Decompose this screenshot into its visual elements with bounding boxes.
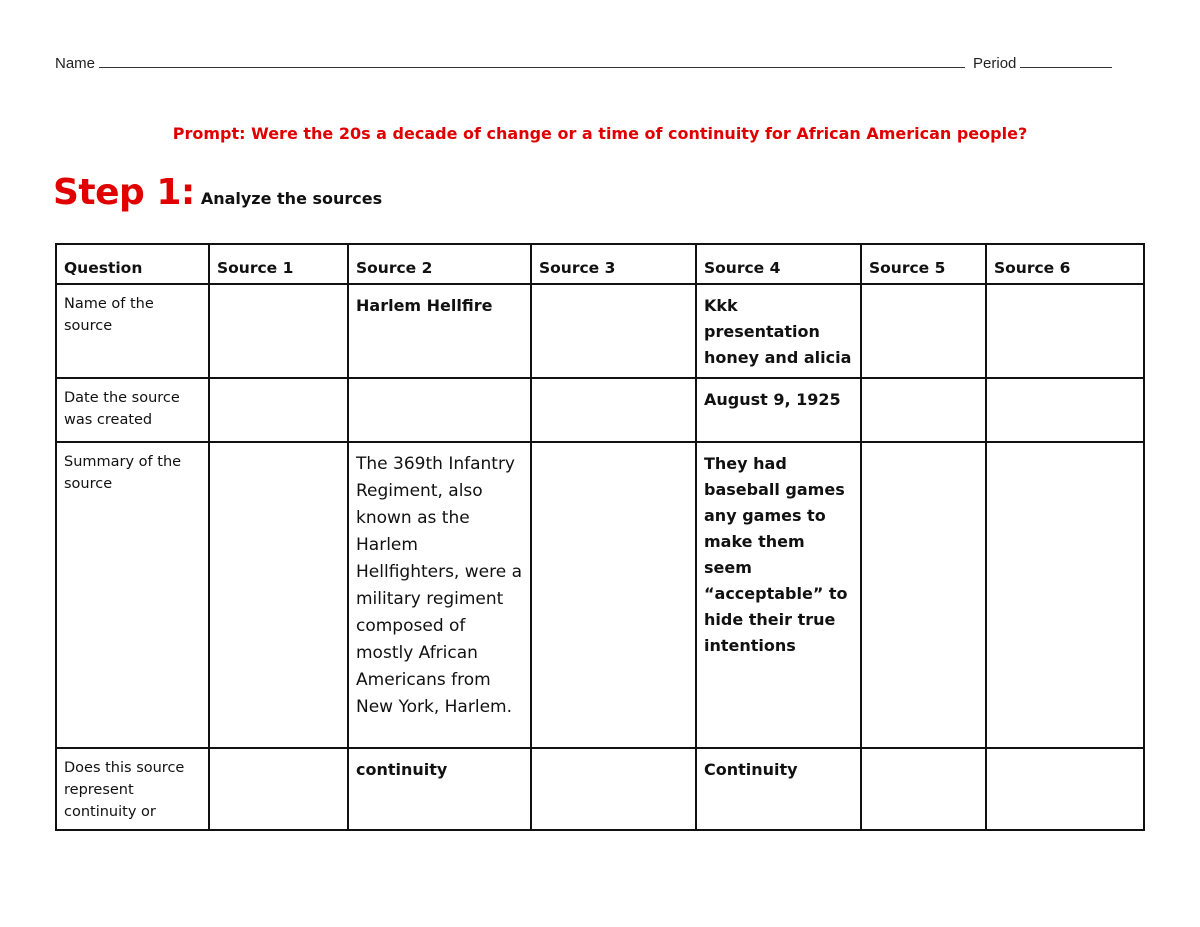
header-source-4: Source 4 <box>696 244 861 284</box>
question-cell: Does this source represent continuity or <box>56 748 209 830</box>
answer-cell[interactable] <box>348 378 531 442</box>
question-cell: Summary of the source <box>56 442 209 748</box>
table-row <box>56 378 1144 442</box>
answer-cell[interactable]: Kkk presentation honey and alicia <box>696 284 861 378</box>
question-cell: Name of the source <box>56 284 209 378</box>
header-source-2: Source 2 <box>348 244 531 284</box>
header-source-5: Source 5 <box>861 244 986 284</box>
table-row <box>56 284 1144 378</box>
name-label: Name <box>55 55 96 72</box>
period-field[interactable] <box>1020 55 1112 68</box>
sources-table <box>55 243 1145 831</box>
table-header-row <box>56 244 1144 284</box>
answer-cell[interactable] <box>861 442 986 748</box>
question-cell: Date the source was created <box>56 378 209 442</box>
answer-cell[interactable] <box>861 748 986 830</box>
answer-cell[interactable] <box>209 284 348 378</box>
answer-cell[interactable]: The 369th Infantry Regiment, also known as the Harlem Hellfighters, were a military regiment composed of mostly African Americans from New York, Harlem. <box>348 442 531 748</box>
answer-cell[interactable] <box>209 748 348 830</box>
step-label: Step 1: <box>53 172 195 213</box>
answer-cell[interactable]: August 9, 1925 <box>696 378 861 442</box>
table-row <box>56 442 1144 748</box>
answer-cell[interactable] <box>986 378 1144 442</box>
answer-cell[interactable] <box>986 442 1144 748</box>
period-label: Period <box>973 55 1017 72</box>
answer-cell[interactable]: Harlem Hellfire <box>348 284 531 378</box>
answer-cell[interactable] <box>531 748 696 830</box>
table-row <box>56 748 1144 830</box>
prompt-text: Prompt: Were the 20s a decade of change or a time of continuity for African American people? <box>172 124 1028 143</box>
answer-cell[interactable] <box>209 442 348 748</box>
answer-cell[interactable]: Continuity <box>696 748 861 830</box>
header-source-1: Source 1 <box>209 244 348 284</box>
name-field[interactable] <box>99 55 965 68</box>
header-question: Question <box>56 244 209 284</box>
answer-cell[interactable] <box>861 378 986 442</box>
answer-cell[interactable] <box>986 748 1144 830</box>
answer-cell[interactable] <box>531 442 696 748</box>
name-period-line <box>55 55 1130 72</box>
answer-cell[interactable]: They had baseball games any games to make them seem “acceptable” to hide their true intentions <box>696 442 861 748</box>
answer-cell[interactable] <box>986 284 1144 378</box>
step-heading <box>53 172 382 213</box>
answer-cell[interactable] <box>209 378 348 442</box>
answer-cell[interactable]: continuity <box>348 748 531 830</box>
answer-cell[interactable] <box>531 284 696 378</box>
header-source-6: Source 6 <box>986 244 1144 284</box>
header-source-3: Source 3 <box>531 244 696 284</box>
answer-cell[interactable] <box>531 378 696 442</box>
step-subtitle: Analyze the sources <box>200 189 383 208</box>
answer-cell[interactable] <box>861 284 986 378</box>
